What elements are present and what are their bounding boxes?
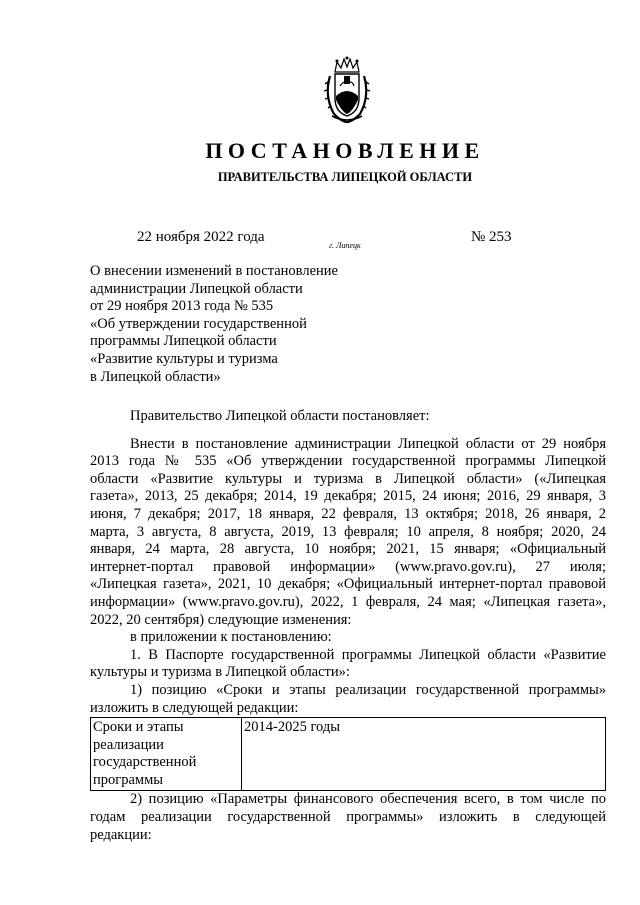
heading-line: «Об утверждении государственной [90,315,307,332]
table-label-line: реализации [93,736,164,753]
heading-line: администрации Липецкой области [90,280,303,297]
heading-line: О внесении изменений в постановление [90,263,338,279]
paragraph-line: 2) позицию «Параметры финансового обеспечения всего, в том числе по [130,791,606,808]
table-label-line: программы [93,771,163,788]
paragraph-line: 1) позицию «Сроки и этапы реализации государственной программы» [130,681,606,698]
paragraph-line: изложить в следующей редакции: [90,699,299,716]
paragraph-line: Внести в постановление администрации Липецкой области от 29 ноября [130,435,606,452]
document-body [90,408,606,844]
coat-of-arms-icon [322,56,372,124]
heading-line: в Липецкой области» [90,368,221,385]
paragraph-line: редакции: [90,826,152,843]
document-subtitle: ПРАВИТЕЛЬСТВА ЛИПЕЦКОЙ ОБЛАСТИ [217,170,473,184]
paragraph-line: газета», 2013, 25 декабря; 2014, 19 декабря; 2015, 24 июня; 2016, 29 января, 3 [90,488,606,505]
table-label-line: Сроки и этапы [93,719,184,736]
document-title: ПОСТАНОВЛЕНИЕ [205,138,485,163]
paragraph-line: 1. В Паспорте государственной программы Липецкой области «Развитие [130,646,606,663]
paragraph-line: января, 24 марта, 28 августа, 10 ноября; 2021, 15 января; «Официальный [90,541,606,558]
document-city: г. Липецк [329,241,361,250]
table-value-cell: 2014-2025 годы [242,718,606,791]
document-date: 22 ноября 2022 года [137,229,265,245]
paragraph-line: 2013 года № 535 «Об утверждении государственной программы Липецкой [90,453,606,470]
resolves-line: Правительство Липецкой области постановляет: [130,408,430,424]
table-label-cell [91,718,242,791]
heading-line: программы Липецкой области [90,333,277,350]
paragraph-line: культуры и туризма в Липецкой области»: [90,664,350,681]
table-row [91,718,606,791]
paragraph-line: области «Развитие культуры и туризма в Липецкой области» («Липецкая [90,470,606,487]
program-terms-table [90,717,606,791]
appendix-line: в приложении к постановлению: [130,629,332,646]
paragraph-line: июня, 7 декабря; 2017, 18 января, 22 февраля, 13 октября; 2018, 26 января, 2 [90,505,606,522]
paragraph-line: марта, 3 августа, 8 августа, 2019, 13 февраля; 10 апреля, 8 ноября; 2020, 24 [90,523,606,540]
paragraph-line: информации» (www.pravo.gov.ru), 2022, 1 февраля, 24 мая; «Липецкая газета», [90,593,606,610]
paragraph-line: интернет-портал правовой информации» (www.pravo.gov.ru), 27 июля; [90,558,606,575]
heading-line: «Развитие культуры и туризма [90,350,278,367]
paragraph-line: годам реализации государственной программы» изложить в следующей [90,809,606,826]
document-number: № 253 [471,229,512,245]
paragraph-line: 2022, 20 сентября) следующие изменения: [90,611,352,628]
document-heading [90,263,410,386]
table-label-line: государственной [93,754,197,771]
heading-line: от 29 ноября 2013 года № 535 [90,298,274,315]
paragraph-line: «Липецкая газета», 2021, 10 декабря; «Официальный интернет-портал правовой [90,576,606,593]
